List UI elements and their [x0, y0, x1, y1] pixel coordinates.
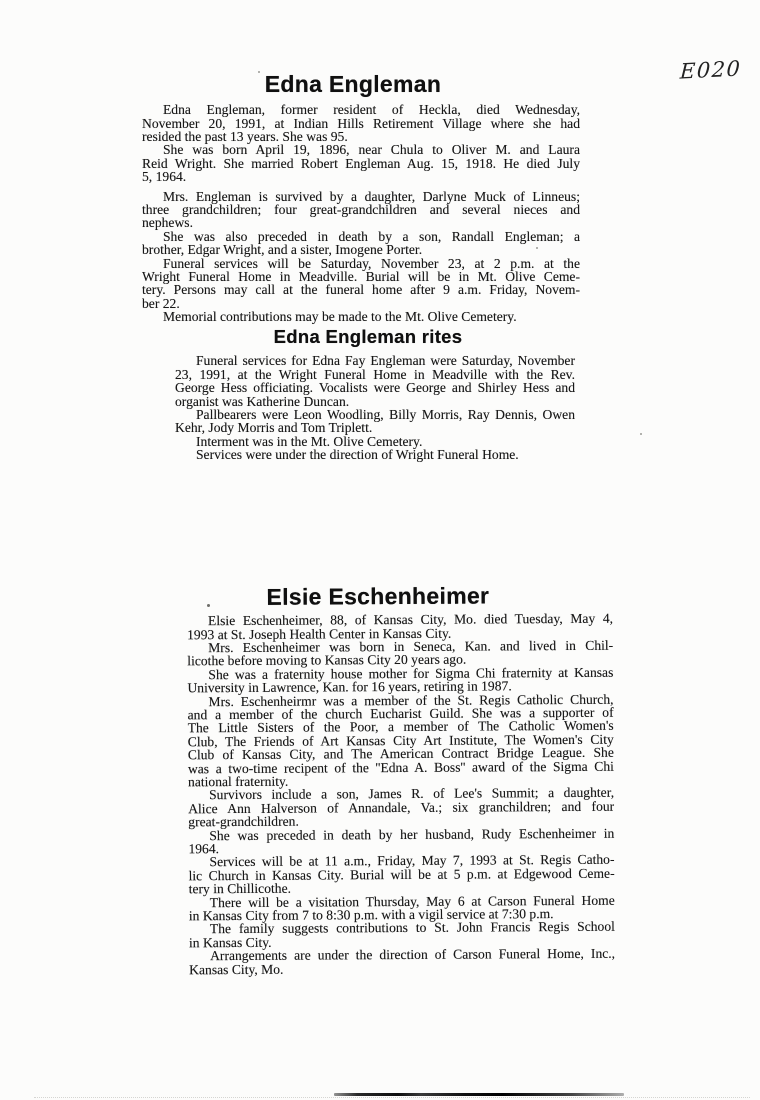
text-line: in Kansas City from 7 to 8:30 p.m. with a vigil service at 7:30 p.m.	[188, 906, 554, 924]
obituary-title: Edna Engleman rites	[273, 326, 463, 347]
paragraph	[142, 190, 580, 230]
paragraph	[175, 435, 575, 448]
paragraph	[189, 920, 615, 949]
obituary-edna-engleman-rites	[175, 327, 575, 462]
text-line: The Little Sisters of the Poor, a member of The Catholic Women's	[187, 718, 614, 736]
scan-speck	[207, 604, 210, 607]
text-line: Mrs. Eschenheimer was born in Seneca, Kan. and lived in Chil-	[208, 637, 614, 656]
text-line: Funeral services will be Saturday, November 23, at 2 p.m. at the	[163, 255, 580, 271]
paragraph	[142, 257, 580, 311]
text-line: Alice Ann Halverson of Annandale, Va.; six granchildren; and four	[188, 798, 615, 817]
text-line: Kansas City, Mo.	[189, 961, 284, 978]
text-line: There will be a visitation Thursday, May 6 at Carson Funeral Home	[209, 892, 615, 910]
scan-artifact-faint-line	[34, 1097, 750, 1098]
handwritten-code: E020	[679, 56, 743, 84]
text-line: She was preceded in death by her husband, Rudy Eschenheimer in	[209, 825, 615, 843]
text-line: was a two-time recipent of the ''Edna A. Boss'' award of the Sigma Chi	[187, 758, 614, 776]
text-line: in Kansas City.	[188, 934, 272, 951]
obituary-edna-engleman	[142, 72, 580, 324]
paragraph	[189, 947, 615, 976]
text-line: She was born April 19, 1896, near Chula to Oliver M. and Laura	[163, 142, 580, 158]
text-line: Wright Funeral Home in Meadville. Burial will be in Mt. Olive Ceme-	[142, 269, 580, 285]
paragraph	[175, 408, 575, 435]
text-line: great-grandchildren.	[188, 813, 299, 830]
text-line: tery in Chillicothe.	[188, 880, 292, 897]
text-line: Mrs. Eschenheirmr was a member of the St. Regis Catholic Church,	[208, 691, 614, 709]
paragraph	[142, 143, 580, 183]
text-line: and a member of the church Eucharist Guild. She was a supporter of	[187, 704, 614, 723]
obituary-title: Edna Engleman	[264, 71, 442, 97]
paragraph	[175, 448, 575, 461]
obituary-title: Elsie Eschenheimer	[266, 582, 490, 610]
text-line: 1993 at St. Joseph Health Center in Kansas City.	[187, 625, 452, 642]
text-line: Pallbearers were Leon Woodling, Billy Morris, Ray Dennis, Owen	[196, 407, 575, 423]
text-line: Kehr, Jody Morris and Tom Triplett.	[175, 420, 373, 436]
text-line: Interment was in the Mt. Olive Cemetery.	[196, 433, 423, 449]
text-line: Survivors include a son, James R. of Lee's Summit; a daughter,	[209, 785, 615, 803]
paragraph	[187, 639, 613, 668]
paragraph	[142, 310, 580, 323]
text-line: Services were under the direction of Wright Funeral Home.	[196, 447, 519, 463]
paragraph	[189, 893, 615, 922]
paragraph	[187, 665, 613, 694]
scan-speck	[640, 433, 642, 435]
text-line: national fraternity.	[187, 773, 289, 790]
paragraph	[142, 230, 580, 257]
text-line: resided the past 13 years. She was 95.	[142, 128, 348, 144]
text-line: organist was Katherine Duncan.	[175, 393, 350, 409]
paragraph	[188, 786, 614, 829]
text-line: nephews.	[142, 215, 193, 231]
text-line: Memorial contributions may be made to the Mt. Olive Cemetery.	[163, 309, 517, 325]
text-line: three grandchildren; four great-grandchildren and several nieces and	[142, 201, 580, 217]
obituary-elsie-eschenheimer	[187, 583, 615, 977]
text-line: 5, 1964.	[142, 169, 187, 185]
paragraph	[142, 103, 580, 143]
text-line: Elsie Eschenheimer, 88, of Kansas City, Mo. died Tuesday, May 4,	[207, 610, 614, 629]
paragraph	[187, 692, 614, 788]
paragraph	[188, 853, 614, 896]
scan-artifact-dark-line	[334, 1093, 624, 1096]
text-line: Arrangements are under the direction of Carson Funeral Home, Inc.,	[210, 945, 616, 964]
text-line: 1964.	[188, 841, 220, 857]
text-line: November 20, 1991, at Indian Hills Retirement Village where she had	[142, 115, 580, 131]
text-line: licothe before moving to Kansas City 20 years ago.	[187, 651, 467, 669]
text-line: The family suggests contributions to St. John Francis Regis School	[209, 919, 615, 937]
text-line: Mrs. Engleman is survived by a daughter, Darlyne Muck of Linneus;	[163, 188, 580, 204]
text-line: University in Lawrence, Kan. for 16 years, retiring in 1987.	[187, 678, 512, 696]
paragraph	[187, 612, 613, 641]
text-line: Services will be at 11 a.m., Friday, May 7, 1993 at St. Regis Catho-	[209, 852, 615, 870]
paragraph	[188, 826, 614, 855]
text-line: She was a fraternity house mother for Sigma Chi fraternity at Kansas	[208, 664, 614, 682]
text-line: She was also preceded in death by a son, Randall Engleman; a	[163, 228, 580, 244]
text-line: Edna Engleman, former resident of Heckla, died Wednesday,	[163, 102, 580, 118]
text-line: Funeral services for Edna Fay Engleman were Saturday, November	[196, 353, 575, 369]
paragraph	[175, 354, 575, 408]
text-line: ber 22.	[142, 295, 180, 311]
text-line: tery. Persons may call at the funeral home after 9 a.m. Friday, Novem-	[142, 282, 580, 298]
scan-speck	[258, 71, 260, 73]
text-line: brother, Edgar Wright, and a sister, Imogene Porter.	[142, 242, 423, 258]
text-line: 23, 1991, at the Wright Funeral Home in Meadville with the Rev.	[175, 366, 575, 382]
text-line: Reid Wright. She married Robert Engleman Aug. 15, 1918. He died July	[142, 155, 580, 171]
text-line: lic Church in Kansas City. Burial will be at 5 p.m. at Edgewood Ceme-	[188, 865, 615, 884]
text-line: Club, The Friends of Art Kansas City Art Institute, The Women's City	[187, 731, 614, 750]
text-line: George Hess officiating. Vocalists were George and Shirley Hess and	[175, 380, 575, 396]
scan-speck	[536, 247, 538, 249]
text-line: Club of Kansas City, and The American Contract Bridge League. She	[187, 744, 614, 763]
